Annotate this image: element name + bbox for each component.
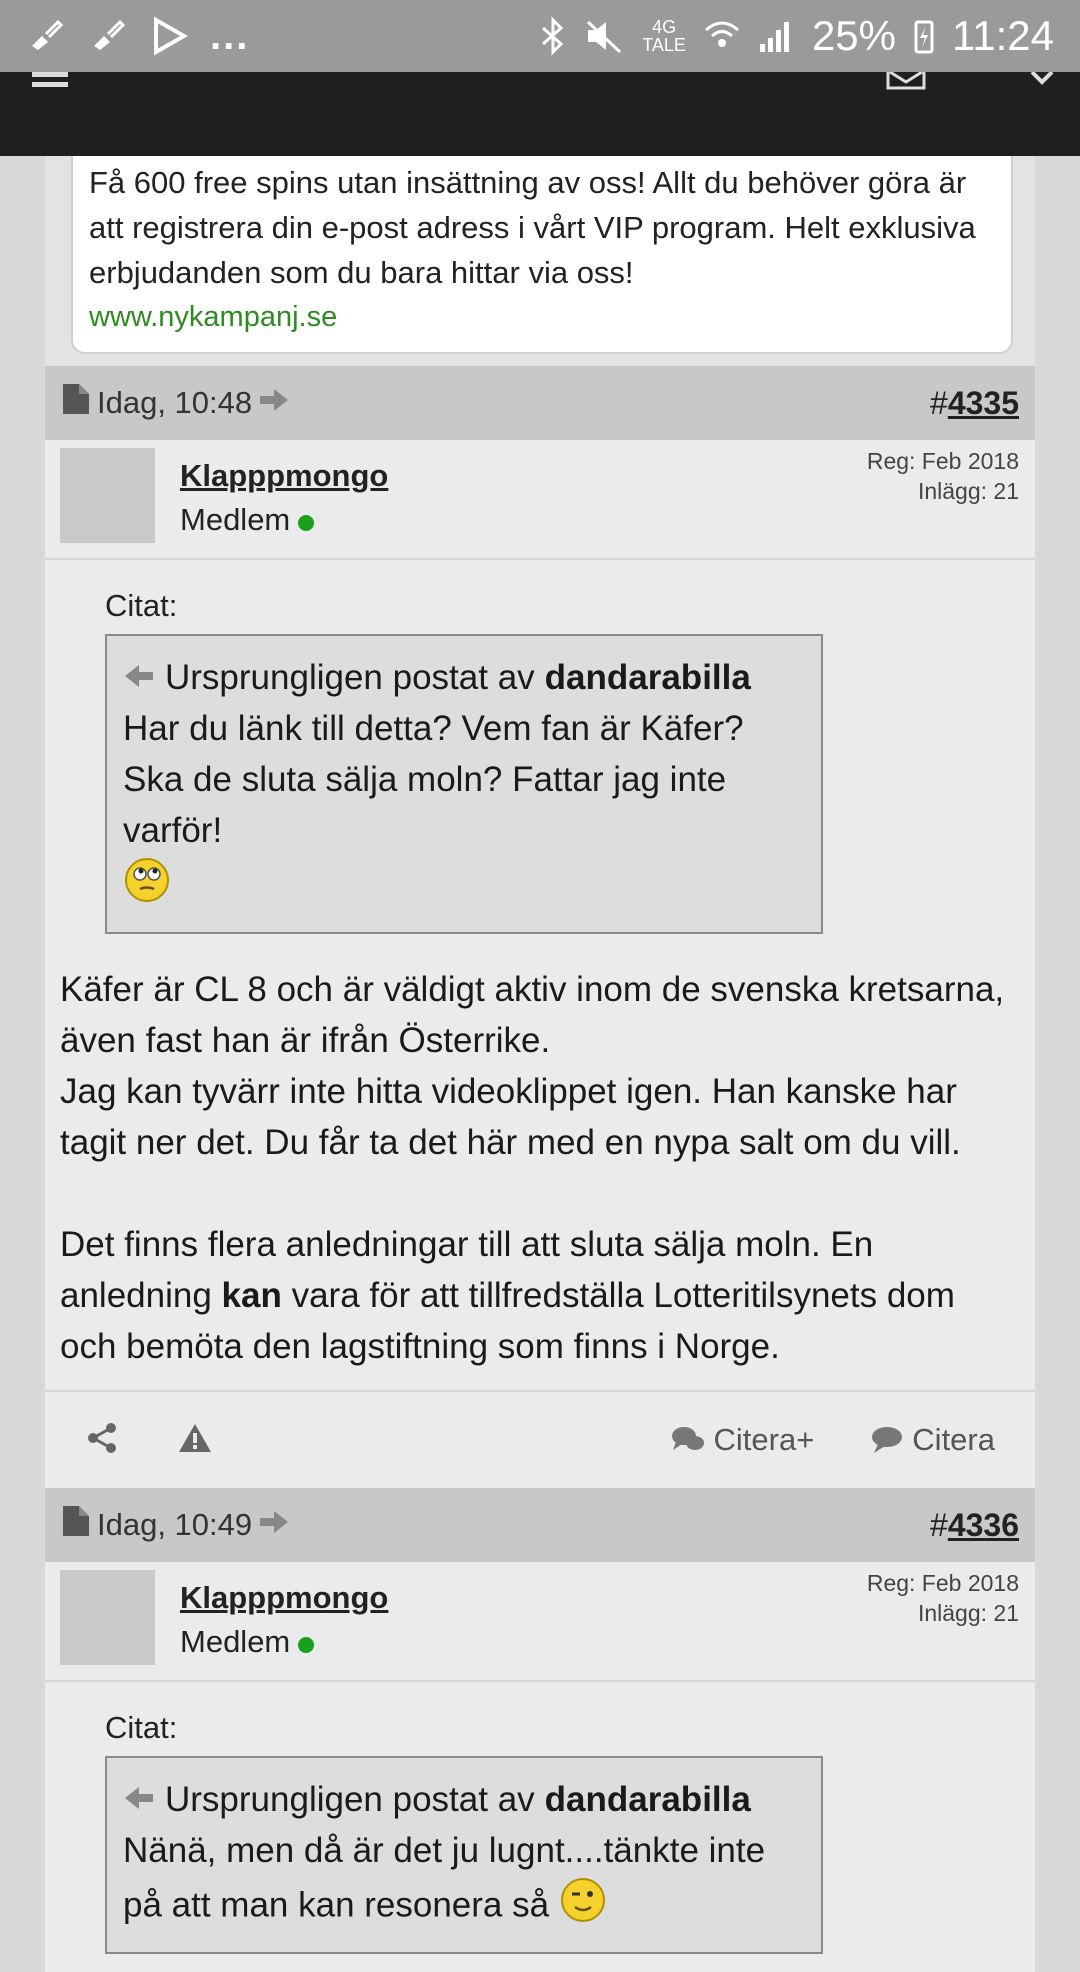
avatar[interactable] <box>60 1570 155 1665</box>
network-type: 4G TALE <box>642 17 686 55</box>
arrow-right-icon[interactable] <box>258 1507 290 1543</box>
ad-box[interactable] <box>71 156 1013 354</box>
quote-label: Citat: <box>105 1710 178 1745</box>
user-role: Medlem <box>180 502 314 538</box>
reg-date: Reg: Feb 2018 <box>866 448 1019 474</box>
rolleyes-smiley-icon <box>123 856 171 918</box>
post-number-link[interactable]: #4335 <box>930 384 1019 421</box>
online-status-icon <box>298 1637 314 1653</box>
user-role: Medlem <box>180 1624 314 1660</box>
wifi-icon <box>704 16 740 56</box>
ad-link[interactable]: www.nykampanj.se <box>89 301 338 333</box>
post-date: Idag, 10:49 <box>97 1507 253 1542</box>
post-number-link[interactable]: #4336 <box>930 1506 1019 1543</box>
cleaner-icon <box>26 16 66 56</box>
online-status-icon <box>298 515 314 531</box>
quote-button[interactable]: Citera <box>870 1422 995 1458</box>
quote-author: dandarabilla <box>544 658 751 697</box>
ad-text: Få 600 free spins utan insättning av oss! Allt du behöver göra är att registrera din e-post adress i vårt VIP program. Helt exklusiva erbjudanden som du bara hittar via oss! <box>89 165 976 290</box>
reg-date: Reg: Feb 2018 <box>866 1570 1019 1596</box>
menu-icon[interactable] <box>32 72 68 94</box>
quote-label: Citat: <box>105 588 178 623</box>
multiquote-button[interactable]: Citera+ <box>670 1422 815 1458</box>
back-arrow-icon[interactable] <box>123 1774 155 1825</box>
post-header <box>45 1488 1035 1562</box>
quote-prefix: Ursprungligen postat av <box>165 1780 535 1819</box>
comments-icon <box>670 1425 706 1455</box>
user-stats <box>867 1568 1019 1628</box>
play-store-icon <box>150 16 188 56</box>
post-body <box>45 1682 1035 1972</box>
signal-icon <box>758 16 794 56</box>
more-notifications: ... <box>210 13 250 58</box>
arrow-right-icon[interactable] <box>258 385 290 421</box>
quote-text: Nänä, men då är det ju lugnt....tänkte inte på att man kan resonera så <box>123 1825 805 1938</box>
mute-vibrate-icon <box>584 16 624 56</box>
post-count: Inlägg: 21 <box>917 478 1019 504</box>
clock: 11:24 <box>952 12 1054 59</box>
user-info <box>45 440 1035 560</box>
top-navbar <box>0 72 1080 156</box>
post-count: Inlägg: 21 <box>917 1600 1019 1626</box>
document-icon <box>61 382 91 424</box>
post-paragraph: Det finns flera anledningar till att sluta sälja moln. En anledning kan vara för att tillfredställa Lotteritilsynets dom och bemöta den lagstiftning som finns i Norge. <box>60 1225 955 1366</box>
document-icon <box>61 1504 91 1546</box>
status-bar <box>0 0 1080 72</box>
quote-author: dandarabilla <box>544 1780 751 1819</box>
username-link[interactable]: Klapppmongo <box>180 458 389 493</box>
cleaner-icon-2 <box>88 16 128 56</box>
battery-percent: 25% <box>811 12 896 59</box>
back-arrow-icon[interactable] <box>123 652 155 703</box>
quote-box <box>105 634 823 934</box>
post <box>45 1488 1035 1972</box>
user-stats <box>867 446 1019 506</box>
post-paragraph: Jag kan tyvärr inte hitta videoklippet igen. Han kanske har tagit ner det. Du får ta det här med en nypa salt om du vill. <box>60 1072 961 1162</box>
quote-text: Har du länk till detta? Vem fan är Käfer? Ska de sluta sälja moln? Fattar jag inte varför! <box>123 709 744 850</box>
user-info <box>45 1562 1035 1682</box>
share-icon[interactable] <box>85 1421 119 1460</box>
post-text <box>60 964 1020 1372</box>
quote-prefix: Ursprungligen postat av <box>165 658 535 697</box>
post-paragraph: Käfer är CL 8 och är väldigt aktiv inom de svenska kretsarna, även fast han är ifrån Österrike. <box>60 970 1005 1060</box>
quote-box <box>105 1756 823 1954</box>
thread-page <box>45 156 1035 1972</box>
username-link[interactable]: Klapppmongo <box>180 1580 389 1615</box>
bluetooth-icon <box>540 16 566 56</box>
post-date: Idag, 10:48 <box>97 385 253 420</box>
report-warning-icon[interactable] <box>177 1422 213 1459</box>
chevron-down-icon[interactable] <box>1030 72 1054 91</box>
post-header <box>45 366 1035 440</box>
ad-container <box>45 156 1035 366</box>
battery-charging-icon <box>914 16 934 56</box>
avatar[interactable] <box>60 448 155 543</box>
mail-icon[interactable] <box>886 72 926 97</box>
comment-icon <box>870 1425 904 1455</box>
post <box>45 366 1035 1488</box>
post-actions <box>45 1390 1035 1488</box>
wink-smiley-icon <box>559 1876 607 1938</box>
post-body <box>45 560 1035 1390</box>
